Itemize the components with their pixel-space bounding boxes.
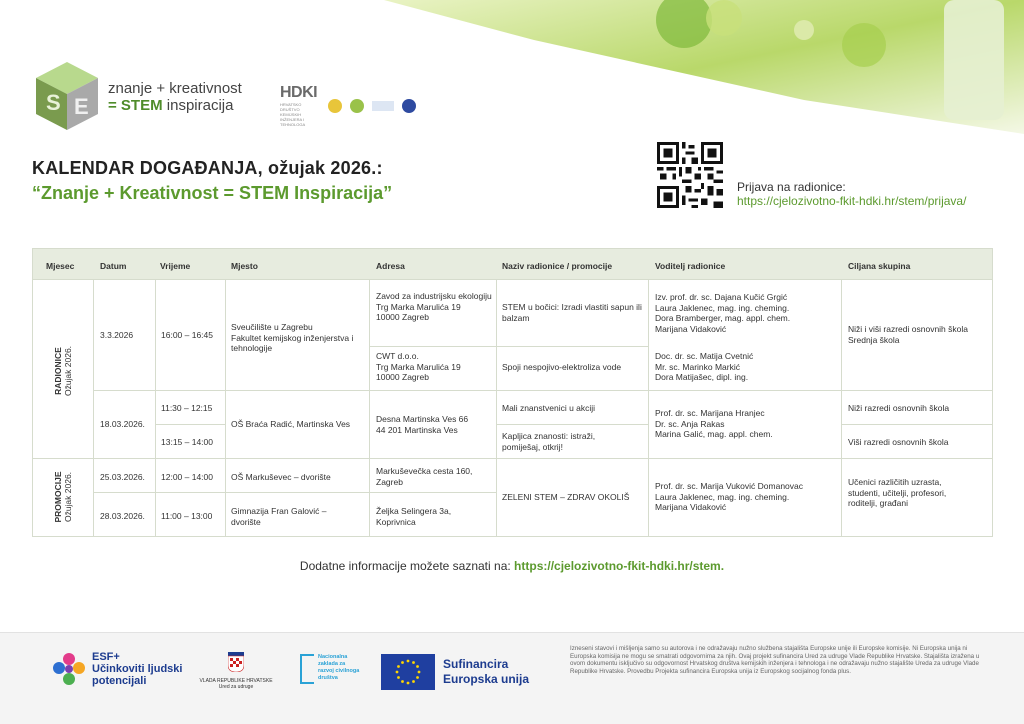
table-divider <box>93 280 94 536</box>
eu-star-icon <box>407 682 410 685</box>
column-header-place: Mjesto <box>231 261 258 271</box>
nz-logo-bracket <box>300 654 314 684</box>
eu-star-icon <box>397 676 400 679</box>
table-body <box>32 280 993 537</box>
table-cell-leader: Prof. dr. sc. Marija Vuković Domanovac Laura Jaklenec, mag. ing. cheming. Marijana Vidaković <box>655 481 804 512</box>
partner-logo-icon <box>372 101 394 111</box>
table-cell-workshop-name: Spoji nespojivo-elektroliza vode <box>502 362 622 372</box>
government-logo-line1: VLADA REPUBLIKE HRVATSKE <box>199 678 273 684</box>
page-subtitle: “Znanje + Kreativnost = STEM Inspiracija” <box>32 183 393 203</box>
more-info-link[interactable]: https://cjelozivotno-fkit-hdki.hr/stem. <box>514 559 725 573</box>
table-cell-time: 11:00 – 13:00 <box>161 511 213 521</box>
croatian-coat-of-arms-icon <box>228 652 244 672</box>
table-header <box>32 248 993 280</box>
eu-star-icon <box>416 676 419 679</box>
column-header-target-group: Ciljana skupina <box>848 261 911 271</box>
table-cell-workshop-name: ZELENI STEM – ZDRAV OKOLIŠ <box>502 492 630 502</box>
table-cell-date: 28.03.2026. <box>100 511 145 521</box>
table-cell-workshop-name: Kapljica znanosti: istraži, pomiješaj, otkrij! <box>502 431 596 452</box>
eu-star-icon <box>418 671 421 674</box>
disclaimer-text: Izneseni stavovi i mišljenja samo su autorova i ne odražavaju nužno službena stajališta Europske unije ili Europske komisije. Ni Europska unija ni Europska komisija ne mogu se smatrati odgovornima za njih. Ovaj projekt sufinancira Ured za udruge Vlade Republike Hrvatske. Stajališta izražena u ovom dokumentu isključivo su odgovornost Hrvatskog društva kemijskih inženjera i tehnologa i ne odražavaju nužno stajalište Ureda za udruge Vlade Republike Hrvatske. Provedbu Projekta sufinancira Europska unija iz Europskog socijalnog fonda plus. <box>570 645 980 675</box>
table-cell-time: 16:00 – 16:45 <box>161 330 213 340</box>
group-label-promotions: PROMOCIJE Ožujak 2026. <box>53 471 73 523</box>
table-divider <box>369 346 649 347</box>
table-cell-date: 25.03.2026. <box>100 472 145 482</box>
esf-logo-icon <box>52 652 86 686</box>
hdki-logo <box>280 84 320 127</box>
column-header-leader: Voditelj radionice <box>655 261 726 271</box>
partner-logo-icon <box>350 99 364 113</box>
logo-text <box>108 80 242 114</box>
table-divider <box>369 280 370 536</box>
table-cell-time: 11:30 – 12:15 <box>161 403 213 413</box>
eu-funding-text: Sufinancira Europska unija <box>443 657 530 686</box>
table-cell-leader: Izv. prof. dr. sc. Dajana Kučić Grgić Laura Jaklenec, mag. ing. cheming. Dora Bramberger, mag. appl. chem. Marijana Vidaković <box>655 292 791 334</box>
government-logo <box>198 652 274 690</box>
table-cell-address: Željka Selingera 3a, Koprivnica <box>376 506 452 527</box>
table-cell-workshop-name: STEM u bočici: Izradi vlastiti sapun ili balzam <box>502 302 642 323</box>
table-divider <box>155 424 225 425</box>
eu-star-icon <box>397 665 400 668</box>
table-divider <box>225 280 226 536</box>
table-cell-leader: Prof. dr. sc. Marijana Hranjec Dr. sc. Anja Rakas Marina Galić, mag. appl. chem. <box>655 408 773 439</box>
svg-text:S: S <box>46 90 61 115</box>
government-logo-line2: Ured za udruge <box>218 684 254 690</box>
eu-star-icon <box>412 680 415 683</box>
zkstem-logo <box>32 58 102 132</box>
table-cell-target-group: Učenici različitih uzrasta, studenti, učitelji, profesori, roditelji, građani <box>848 477 947 508</box>
table-cell-workshop-name: Mali znanstvenici u akciji <box>502 403 596 413</box>
logo-line2: = STEM inspiracija <box>108 97 234 114</box>
partner-logos <box>280 84 416 127</box>
table-divider <box>496 424 648 425</box>
table-cell-address: CWT d.o.o. Trg Marka Marulića 19 10000 Zagreb <box>376 351 461 382</box>
table-divider <box>155 280 156 536</box>
table-cell-target-group: Viši razredi osnovnih škola <box>848 437 949 447</box>
table-divider <box>841 280 842 536</box>
table-cell-date: 18.03.2026. <box>100 419 145 429</box>
eu-flag-icon <box>381 654 435 690</box>
table-divider <box>93 390 993 391</box>
partner-logo-icon <box>328 99 342 113</box>
table-cell-target-group: Niži i viši razredi osnovnih škola Srednja škola <box>848 324 968 345</box>
table-cell-place: Sveučilište u Zagrebu Fakultet kemijskog inženjerstva i tehnologije <box>231 322 354 353</box>
column-header-workshop-name: Naziv radionice / promocije <box>502 261 613 271</box>
column-header-address: Adresa <box>376 261 405 271</box>
esf-logo-text: ESF+ Učinkoviti ljudski potencijali <box>92 651 183 687</box>
table-cell-leader: Doc. dr. sc. Matija Cvetnić Mr. sc. Marinko Markić Dora Matijašec, dipl. ing. <box>655 351 754 382</box>
logo-line1: znanje + kreativnost <box>108 80 242 97</box>
hdki-logo-subtitle: HRVATSKO DRUŠTVO KEMIJSKIH INŽENJERA I TEHNOLOGA <box>280 102 306 127</box>
table-divider <box>33 458 993 459</box>
nz-logo-text: Nacionalna zaklada za razvoj civilnoga društva <box>318 654 360 681</box>
eu-star-icon <box>407 660 410 663</box>
column-header-date: Datum <box>100 261 127 271</box>
partner-logo-icon <box>402 99 416 113</box>
table-divider <box>93 492 496 493</box>
qr-code-icon[interactable] <box>657 142 723 208</box>
group-label-workshops: RADIONICE Ožujak 2026. <box>53 345 73 397</box>
hero-image-band <box>384 0 1024 134</box>
table-cell-address: Markuševečka cesta 160, Zagreb <box>376 466 473 487</box>
eu-star-icon <box>401 680 404 683</box>
table-cell-address: Zavod za industrijsku ekologiju Trg Marka Marulića 19 10000 Zagreb <box>376 291 492 322</box>
table-cell-place: Gimnazija Fran Galović – dvorište <box>231 506 327 527</box>
table-cell-address: Desna Martinska Ves 66 44 201 Martinska Ves <box>376 414 469 435</box>
table-cell-place: OŠ Markuševec – dvorište <box>231 472 331 482</box>
svg-text:E: E <box>74 94 89 119</box>
more-info-text: Dodatne informacije možete saznati na: <box>299 559 515 573</box>
table-cell-target-group: Niži razredi osnovnih škola <box>848 403 950 413</box>
hdki-logo-text: HDKI <box>280 84 318 101</box>
events-table <box>32 248 993 537</box>
table-cell-date: 3.3.2026 <box>100 330 134 340</box>
column-header-time: Vrijeme <box>160 261 191 271</box>
eu-star-icon <box>396 671 399 674</box>
table-divider <box>496 280 497 536</box>
table-divider <box>841 424 993 425</box>
more-info <box>0 559 1024 573</box>
table-divider <box>648 280 649 536</box>
table-cell-time: 12:00 – 14:00 <box>161 472 213 482</box>
eu-star-icon <box>401 661 404 664</box>
eu-star-icon <box>416 665 419 668</box>
table-cell-place: OŠ Braća Radić, Martinska Ves <box>231 419 351 429</box>
table-cell-time: 13:15 – 14:00 <box>161 437 213 447</box>
registration-label: Prijava na radionice: <box>737 180 846 194</box>
registration-link[interactable]: https://cjelozivotno-fkit-hdki.hr/stem/prijava/ <box>737 194 967 208</box>
eu-star-icon <box>412 661 415 664</box>
page-title: KALENDAR DOGAĐANJA, ožujak 2026.: <box>32 158 383 178</box>
column-header-month: Mjesec <box>46 261 75 271</box>
